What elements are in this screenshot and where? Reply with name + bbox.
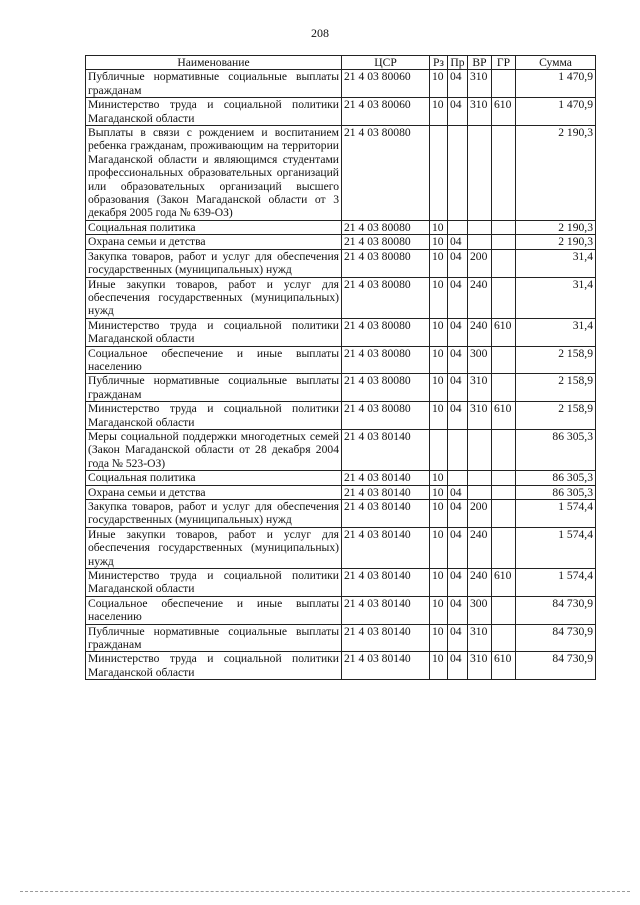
- cell-vr: 240: [468, 527, 492, 568]
- cell-name: Министерство труда и социальной политики Магаданской области: [86, 569, 342, 597]
- cell-name: Закупка товаров, работ и услуг для обеспечения государственных (муниципальных) нужд: [86, 500, 342, 528]
- cell-gr: [492, 471, 516, 485]
- cell-vr: [468, 126, 492, 221]
- table-row: [86, 220, 596, 234]
- cell-csr: 21 4 03 80080: [342, 220, 430, 234]
- cell-name: Охрана семьи и детства: [86, 235, 342, 249]
- cell-vr: 310: [468, 624, 492, 652]
- cell-gr: [492, 70, 516, 98]
- cell-pr: 04: [448, 500, 468, 528]
- header-pr: Пр: [448, 56, 468, 70]
- table-row: [86, 569, 596, 597]
- cell-vr: 310: [468, 652, 492, 680]
- cell-sum: 86 305,3: [516, 485, 596, 499]
- cell-name: Выплаты в связи с рождением и воспитанием ребенка гражданам, проживающим на территории Магаданской области и являющимся студентами профессиональных образовательных организаций или образовательных организаций высшего образования (Закон Магаданской области от 3 декабря 2005 года № 639-ОЗ): [86, 126, 342, 221]
- table-row: [86, 402, 596, 430]
- budget-table: [85, 55, 596, 680]
- cell-vr: [468, 485, 492, 499]
- cell-pr: 04: [448, 235, 468, 249]
- cell-vr: 300: [468, 596, 492, 624]
- cell-sum: 1 574,4: [516, 500, 596, 528]
- header-rz: Рз: [430, 56, 448, 70]
- cell-sum: 86 305,3: [516, 471, 596, 485]
- table-row: [86, 527, 596, 568]
- cell-rz: 10: [430, 220, 448, 234]
- bottom-rule: [20, 891, 630, 892]
- cell-pr: [448, 471, 468, 485]
- cell-vr: [468, 220, 492, 234]
- cell-csr: 21 4 03 80080: [342, 249, 430, 277]
- cell-vr: [468, 471, 492, 485]
- cell-vr: 310: [468, 98, 492, 126]
- header-vr: ВР: [468, 56, 492, 70]
- cell-vr: 310: [468, 402, 492, 430]
- cell-csr: 21 4 03 80140: [342, 429, 430, 470]
- cell-rz: [430, 126, 448, 221]
- cell-sum: 84 730,9: [516, 624, 596, 652]
- cell-gr: 610: [492, 569, 516, 597]
- table-row: [86, 277, 596, 318]
- cell-vr: 240: [468, 318, 492, 346]
- cell-rz: 10: [430, 569, 448, 597]
- cell-csr: 21 4 03 80080: [342, 318, 430, 346]
- cell-pr: 04: [448, 527, 468, 568]
- cell-rz: 10: [430, 235, 448, 249]
- cell-sum: 31,4: [516, 277, 596, 318]
- table-row: [86, 126, 596, 221]
- cell-pr: 04: [448, 70, 468, 98]
- header-csr: ЦСР: [342, 56, 430, 70]
- cell-name: Министерство труда и социальной политики Магаданской области: [86, 402, 342, 430]
- cell-sum: 84 730,9: [516, 596, 596, 624]
- cell-pr: 04: [448, 596, 468, 624]
- cell-pr: [448, 429, 468, 470]
- cell-pr: 04: [448, 98, 468, 126]
- cell-csr: 21 4 03 80140: [342, 471, 430, 485]
- cell-name: Охрана семьи и детства: [86, 485, 342, 499]
- cell-csr: 21 4 03 80140: [342, 500, 430, 528]
- cell-gr: [492, 346, 516, 374]
- cell-vr: 200: [468, 500, 492, 528]
- cell-sum: 31,4: [516, 318, 596, 346]
- cell-rz: 10: [430, 471, 448, 485]
- cell-rz: [430, 429, 448, 470]
- header-sum: Сумма: [516, 56, 596, 70]
- cell-vr: 310: [468, 374, 492, 402]
- cell-name: Иные закупки товаров, работ и услуг для обеспечения государственных (муниципальных) нужд: [86, 277, 342, 318]
- table-row: [86, 249, 596, 277]
- cell-pr: 04: [448, 374, 468, 402]
- cell-name: Закупка товаров, работ и услуг для обеспечения государственных (муниципальных) нужд: [86, 249, 342, 277]
- cell-sum: 2 190,3: [516, 235, 596, 249]
- cell-sum: 1 574,4: [516, 527, 596, 568]
- cell-vr: 300: [468, 346, 492, 374]
- cell-csr: 21 4 03 80060: [342, 98, 430, 126]
- cell-rz: 10: [430, 500, 448, 528]
- table-header-row: [86, 56, 596, 70]
- cell-csr: 21 4 03 80140: [342, 652, 430, 680]
- cell-rz: 10: [430, 318, 448, 346]
- cell-gr: [492, 596, 516, 624]
- cell-name: Социальная политика: [86, 471, 342, 485]
- cell-name: Публичные нормативные социальные выплаты гражданам: [86, 70, 342, 98]
- cell-gr: [492, 249, 516, 277]
- table-row: [86, 429, 596, 470]
- cell-vr: [468, 235, 492, 249]
- cell-pr: [448, 126, 468, 221]
- cell-csr: 21 4 03 80060: [342, 70, 430, 98]
- table-row: [86, 235, 596, 249]
- table-row: [86, 485, 596, 499]
- cell-vr: 240: [468, 569, 492, 597]
- cell-gr: [492, 624, 516, 652]
- cell-rz: 10: [430, 374, 448, 402]
- cell-sum: 2 158,9: [516, 346, 596, 374]
- cell-name: Министерство труда и социальной политики Магаданской области: [86, 318, 342, 346]
- cell-vr: 310: [468, 70, 492, 98]
- cell-sum: 2 158,9: [516, 402, 596, 430]
- page-number: 208: [311, 26, 329, 40]
- table-row: [86, 652, 596, 680]
- cell-name: Публичные нормативные социальные выплаты гражданам: [86, 624, 342, 652]
- cell-name: Иные закупки товаров, работ и услуг для обеспечения государственных (муниципальных) нужд: [86, 527, 342, 568]
- cell-gr: [492, 126, 516, 221]
- cell-sum: 86 305,3: [516, 429, 596, 470]
- table-row: [86, 70, 596, 98]
- cell-pr: 04: [448, 569, 468, 597]
- cell-rz: 10: [430, 652, 448, 680]
- cell-name: Социальное обеспечение и иные выплаты населению: [86, 346, 342, 374]
- cell-csr: 21 4 03 80140: [342, 596, 430, 624]
- table-row: [86, 346, 596, 374]
- cell-pr: 04: [448, 402, 468, 430]
- cell-gr: 610: [492, 318, 516, 346]
- cell-name: Министерство труда и социальной политики Магаданской области: [86, 98, 342, 126]
- cell-name: Социальная политика: [86, 220, 342, 234]
- cell-pr: 04: [448, 318, 468, 346]
- table-row: [86, 471, 596, 485]
- cell-gr: [492, 500, 516, 528]
- cell-sum: 84 730,9: [516, 652, 596, 680]
- cell-csr: 21 4 03 80080: [342, 402, 430, 430]
- cell-pr: 04: [448, 277, 468, 318]
- cell-gr: 610: [492, 402, 516, 430]
- cell-gr: [492, 527, 516, 568]
- cell-gr: [492, 277, 516, 318]
- cell-csr: 21 4 03 80080: [342, 374, 430, 402]
- cell-vr: 240: [468, 277, 492, 318]
- cell-pr: [448, 220, 468, 234]
- cell-csr: 21 4 03 80080: [342, 346, 430, 374]
- cell-pr: 04: [448, 652, 468, 680]
- cell-csr: 21 4 03 80140: [342, 569, 430, 597]
- cell-vr: [468, 429, 492, 470]
- cell-rz: 10: [430, 249, 448, 277]
- cell-name: Публичные нормативные социальные выплаты гражданам: [86, 374, 342, 402]
- header-gr: ГР: [492, 56, 516, 70]
- cell-gr: [492, 374, 516, 402]
- cell-pr: 04: [448, 249, 468, 277]
- cell-gr: [492, 485, 516, 499]
- cell-name: Социальное обеспечение и иные выплаты населению: [86, 596, 342, 624]
- cell-name: Министерство труда и социальной политики Магаданской области: [86, 652, 342, 680]
- cell-rz: 10: [430, 402, 448, 430]
- cell-csr: 21 4 03 80140: [342, 527, 430, 568]
- table-row: [86, 500, 596, 528]
- cell-rz: 10: [430, 527, 448, 568]
- cell-sum: 2 190,3: [516, 220, 596, 234]
- cell-gr: 610: [492, 98, 516, 126]
- cell-rz: 10: [430, 596, 448, 624]
- table-row: [86, 374, 596, 402]
- cell-sum: 31,4: [516, 249, 596, 277]
- cell-gr: [492, 429, 516, 470]
- cell-sum: 2 190,3: [516, 126, 596, 221]
- cell-csr: 21 4 03 80080: [342, 277, 430, 318]
- cell-rz: 10: [430, 346, 448, 374]
- cell-rz: 10: [430, 277, 448, 318]
- cell-sum: 1 470,9: [516, 98, 596, 126]
- cell-pr: 04: [448, 624, 468, 652]
- cell-name: Меры социальной поддержки многодетных семей (Закон Магаданской области от 28 декабря 2004 года № 523-ОЗ): [86, 429, 342, 470]
- cell-rz: 10: [430, 485, 448, 499]
- cell-rz: 10: [430, 70, 448, 98]
- cell-sum: 2 158,9: [516, 374, 596, 402]
- table-row: [86, 596, 596, 624]
- cell-rz: 10: [430, 98, 448, 126]
- cell-gr: 610: [492, 652, 516, 680]
- header-name: Наименование: [86, 56, 342, 70]
- cell-sum: 1 574,4: [516, 569, 596, 597]
- cell-vr: 200: [468, 249, 492, 277]
- table-row: [86, 624, 596, 652]
- table-row: [86, 318, 596, 346]
- cell-pr: 04: [448, 485, 468, 499]
- cell-csr: 21 4 03 80080: [342, 126, 430, 221]
- cell-csr: 21 4 03 80140: [342, 624, 430, 652]
- table-body: [86, 70, 596, 680]
- cell-sum: 1 470,9: [516, 70, 596, 98]
- cell-csr: 21 4 03 80140: [342, 485, 430, 499]
- cell-gr: [492, 220, 516, 234]
- cell-pr: 04: [448, 346, 468, 374]
- table-row: [86, 98, 596, 126]
- cell-gr: [492, 235, 516, 249]
- cell-rz: 10: [430, 624, 448, 652]
- cell-csr: 21 4 03 80080: [342, 235, 430, 249]
